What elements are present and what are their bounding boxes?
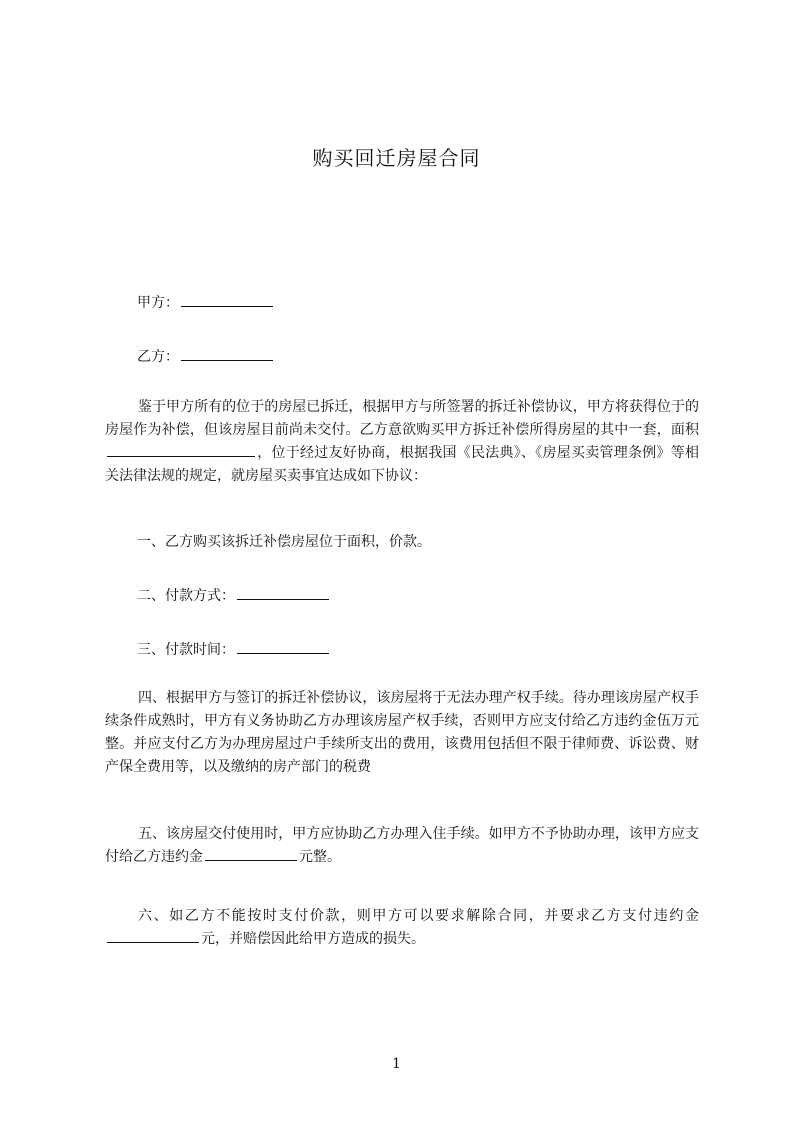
penalty-blank-2	[107, 928, 199, 943]
clause-5-text-1: 五、该房屋交付使用时，甲方应协助乙方办理入住手续。如甲方不予协助办理，该甲方应支付给乙方违约金	[105, 826, 699, 865]
party-b-blank	[181, 346, 273, 361]
document-title: 购买回迁房屋合同	[312, 146, 481, 170]
preamble-paragraph	[105, 396, 699, 488]
preamble-text-1: 鉴于甲方所有的位于的房屋已拆迁，根据甲方与所签署的拆迁补偿协议，甲方将获得位于的房屋作为补偿，但该房屋目前尚未交付。乙方意欲购买甲方拆迁补偿所得房屋的其中一套，面积	[105, 399, 699, 438]
clause-6-text-1: 六、如乙方不能按时支付价款，则甲方可以要求解除合同，并要求乙方支付违约金	[138, 908, 699, 924]
party-b-line	[137, 346, 275, 366]
clause-5-text-2: 元整。	[299, 849, 341, 865]
clause-5	[105, 823, 699, 869]
clause-6-text-2: 元，并赔偿因此给甲方造成的损失。	[201, 931, 425, 947]
clause-1: 一、乙方购买该拆迁补偿房屋位于面积，价款。	[137, 534, 431, 550]
preamble-text-2: ，位于经过友好协商，根据我国《民法典》、《房屋买卖管理条例》等相关法律法规的规定，就房屋买卖事宜达成如下协议：	[105, 445, 699, 484]
party-a-label: 甲方：	[137, 295, 179, 311]
clause-4: 四、根据甲方与签订的拆迁补偿协议，该房屋将于无法办理产权手续。待办理该房屋产权手续条件成熟时，甲方有义务协助乙方办理该房屋产权手续，否则甲方应支付给乙方违约金伍万元整。并应支付乙方为办理房屋过户手续所支出的费用，该费用包括但不限于律师费、诉讼费、财产保全费用等，以及缴纳的房产部门的税费	[105, 690, 699, 775]
party-b-label: 乙方：	[137, 349, 179, 365]
clause-2-label: 二、付款方式：	[137, 588, 235, 604]
party-a-blank	[181, 292, 273, 307]
clause-3-line	[137, 639, 331, 659]
party-a-line	[137, 292, 275, 312]
penalty-blank-1	[205, 846, 297, 861]
payment-method-blank	[237, 585, 329, 600]
page-number: 1	[392, 1056, 401, 1072]
payment-time-blank	[237, 639, 329, 654]
clause-3-label: 三、付款时间：	[137, 642, 235, 658]
clause-6	[105, 905, 699, 951]
area-blank	[107, 442, 255, 457]
clause-2-line	[137, 585, 331, 605]
